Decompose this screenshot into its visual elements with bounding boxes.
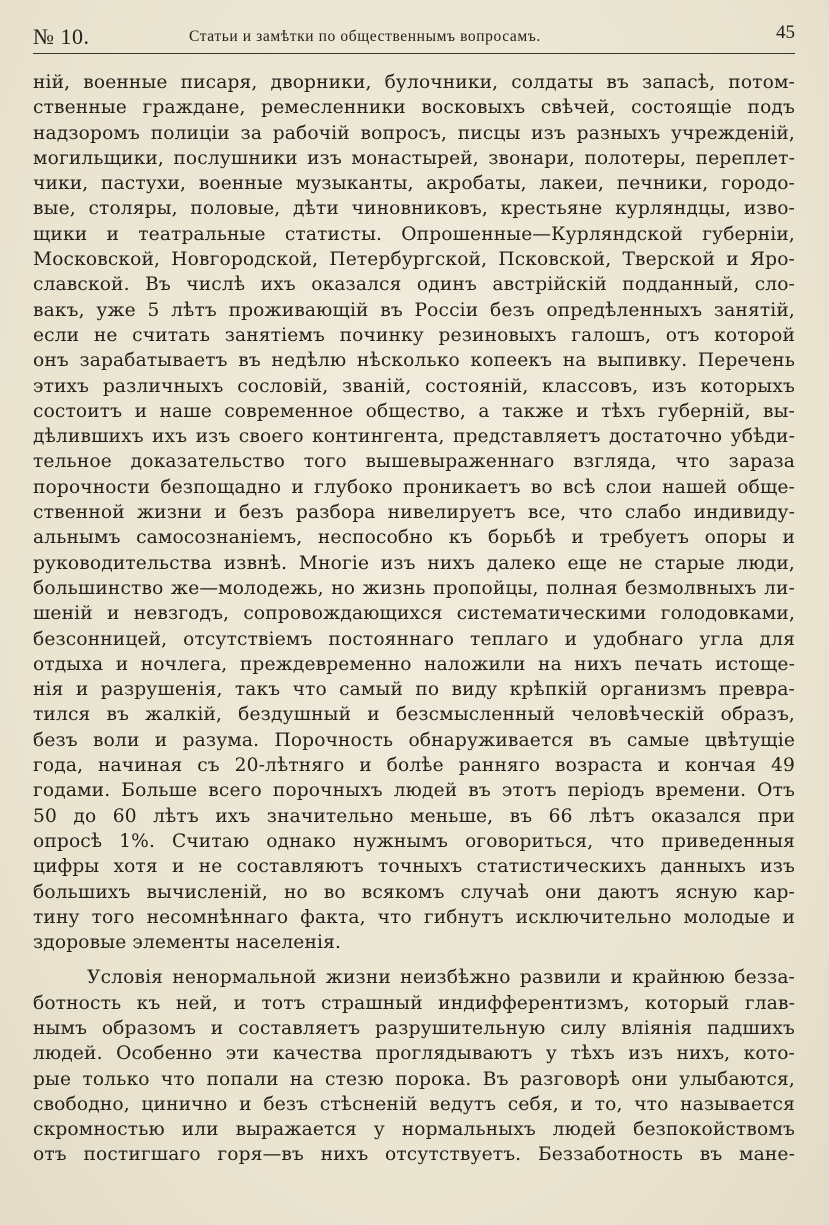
text-line: этихъ различныхъ сословій, званій, состояній, классовъ, изъ которыхъ	[33, 375, 795, 397]
text-line: годами. Больше всего порочныхъ людей въ этотъ періодъ времени. Отъ	[33, 780, 795, 802]
text-line: опросѣ 1%. Считаю однако нужнымъ оговориться, что приведенныя	[33, 830, 795, 852]
issue-number: № 10.	[33, 24, 90, 49]
text-line: людей. Особенно эти качества проглядываютъ у тѣхъ изъ нихъ, кото-	[33, 1043, 795, 1065]
text-line: тился въ жалкій, бездушный и безсмысленный человѣческій образъ,	[33, 704, 795, 726]
running-title: Статьи и замѣтки по общественнымъ вопросамъ.	[189, 28, 541, 45]
text-line: большинство же—молодежь, но жизнь пропойцы, полная безмолвныхъ ли-	[33, 577, 795, 599]
paragraph-gap	[33, 955, 795, 965]
text-line: ственные граждане, ремесленники восковыхъ свѣчей, состоящіе подъ	[33, 97, 795, 119]
text-line: шеній и невзгодъ, сопровождающихся систематическими голодовками,	[33, 603, 795, 625]
text-line: 50 до 60 лѣтъ ихъ значительно меньше, въ 66 лѣтъ оказался при	[33, 805, 795, 827]
text-line: щики и театральные статисты. Опрошенные—Курляндской губерніи,	[33, 223, 795, 245]
text-line: нія и разрушенія, такъ что самый по виду крѣпкій организмъ превра-	[33, 679, 795, 701]
text-line: онъ зарабатываетъ въ недѣлю нѣсколько копеекъ на выпивку. Перечень	[33, 350, 795, 372]
text-line: вые, столяры, половые, дѣти чиновниковъ, крестьяне курляндцы, изво-	[33, 198, 795, 220]
text-line: года, начиная съ 20-лѣтняго и болѣе ранняго возраста и кончая 49	[33, 755, 795, 777]
paragraph	[33, 965, 795, 1167]
text-line: надзоромъ полиціи за рабочій вопросъ, писцы изъ разныхъ учрежденій,	[33, 122, 795, 144]
text-line: руководительства извнѣ. Многіе изъ нихъ далеко еще не старые люди,	[33, 552, 795, 574]
text-line: отъ постигшаго горя—въ нихъ отсутствуетъ. Беззаботность въ мане-	[33, 1144, 795, 1166]
running-header	[33, 22, 795, 52]
body-text	[33, 70, 795, 1168]
header-rule	[33, 53, 795, 54]
text-line: Московской, Новгородской, Петербургской, Псковской, Тверской и Яро-	[33, 249, 795, 271]
text-line: нымъ образомъ и составляетъ разрушительную силу вліянія падшихъ	[33, 1017, 795, 1039]
page-number: 45	[776, 22, 795, 43]
text-line: ній, военные писаря, дворники, булочники, солдаты въ запасѣ, потом-	[33, 72, 795, 93]
text-line: безъ воли и разума. Порочность обнаруживается въ самые цвѣтущіе	[33, 729, 795, 751]
text-line: состоитъ и наше современное общество, а также и тѣхъ губерній, вы-	[33, 400, 795, 422]
text-line: отдыха и ночлега, преждевременно наложили на нихъ печать истоще-	[33, 653, 795, 675]
text-line: могильщики, послушники изъ монастырей, звонари, полотеры, переплет-	[33, 147, 795, 169]
text-line: Условія ненормальной жизни неизбѣжно развили и крайнюю безза-	[87, 967, 795, 989]
text-line: тельное доказательство того вышевыраженнаго взгляда, что зараза	[33, 451, 795, 473]
text-line: тину того несомнѣннаго факта, что гибнутъ исключительно молодые и	[33, 906, 795, 928]
text-line: славской. Въ числѣ ихъ оказался одинъ австрійскій подданный, сло-	[33, 274, 795, 296]
paragraph	[33, 70, 795, 955]
text-line: ственной жизни и безъ разбора нивелируетъ все, что слабо индивиду-	[33, 502, 795, 524]
text-line: здоровые элементы населенія.	[33, 932, 342, 954]
text-line: чики, пастухи, военные музыканты, акробаты, лакеи, печники, городо-	[33, 173, 795, 195]
text-line: рые только что попали на стезю порока. Въ разговорѣ они улыбаются,	[33, 1068, 795, 1090]
text-line: цифры хотя и не составляютъ точныхъ статистическихъ данныхъ изъ	[33, 856, 795, 878]
text-line: большихъ вычисленій, но во всякомъ случаѣ они даютъ ясную кар-	[33, 881, 795, 903]
text-line: вакъ, уже 5 лѣтъ проживающій въ Россіи безъ опредѣленныхъ занятій,	[33, 299, 795, 321]
text-line: дѣлившихъ ихъ изъ своего контингента, представляетъ достаточно убѣди-	[33, 426, 795, 448]
text-line: порочности безпощадно и глубоко проникаетъ во всѣ слои нашей обще-	[33, 476, 795, 498]
text-line: свободно, цинично и безъ стѣсненій ведутъ себя, и то, что называется	[33, 1093, 795, 1115]
text-line: скромностью или выражается у нормальныхъ людей безпокойствомъ	[33, 1119, 795, 1141]
text-line: альнымъ самосознаніемъ, неспособно къ борьбѣ и требуетъ опоры и	[33, 527, 795, 549]
text-line: если не считать занятіемъ починку резиновыхъ галошъ, отъ которой	[33, 324, 795, 346]
text-line: безсонницей, отсутствіемъ постояннаго теплаго и удобнаго угла для	[33, 628, 795, 650]
text-line: ботность къ ней, и тотъ страшный индифферентизмъ, который глав-	[33, 992, 795, 1014]
